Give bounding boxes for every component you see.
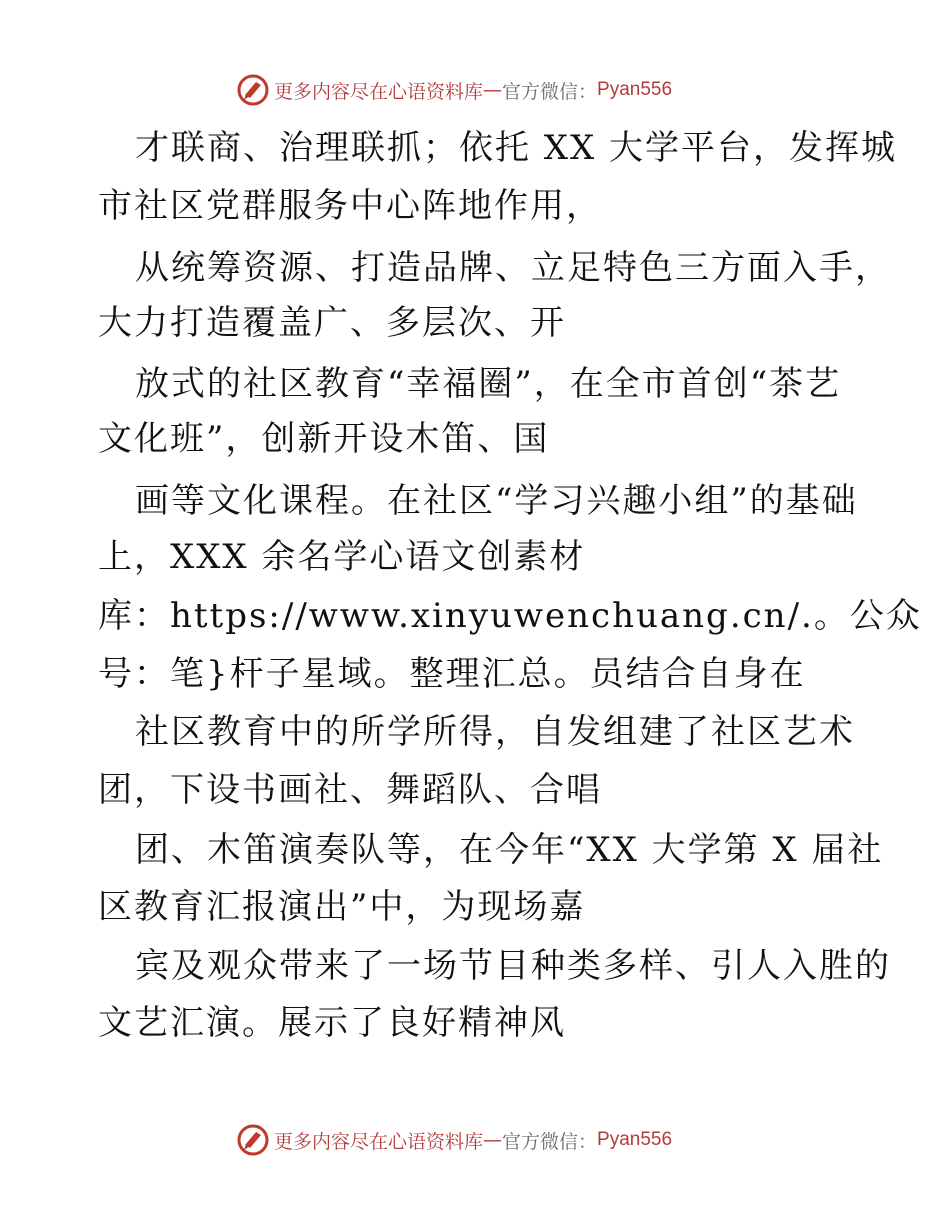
text-line: 大力打造覆盖广、多层次、开	[98, 303, 566, 343]
text-line: 市社区党群服务中心阵地作用，	[98, 186, 602, 226]
brand-logo-icon	[236, 73, 270, 107]
banner-title: 更多内容尽在心语资料库	[274, 1130, 484, 1153]
banner-wechat-label: 官方微信：	[502, 80, 598, 103]
text-line: 区教育汇报演出”中，为现场嘉	[98, 887, 586, 927]
text-line: 团，下设书画社、舞蹈队、合唱	[98, 770, 602, 810]
text-line: 宾及观众带来了一场节目种类多样、引人入胜的	[135, 946, 891, 986]
banner-wechat-id: Pyan556	[597, 1129, 673, 1150]
text-line: 库：https://www.xinyuwenchuang.cn/.。公众	[98, 596, 922, 636]
text-line: 文化班”，创新开设木笛、国	[98, 419, 550, 459]
brand-logo-icon	[236, 1123, 270, 1157]
banner-separator: —	[483, 1129, 503, 1151]
text-line: 画等文化课程。在社区“学习兴趣小组”的基础	[135, 481, 858, 521]
banner-wechat-id: Pyan556	[597, 79, 673, 100]
text-line: 团、木笛演奏队等，在今年“XX 大学第 X 届社	[135, 830, 884, 870]
text-line: 上，XXX 余名学心语文创素材	[98, 537, 586, 577]
header-banner	[236, 73, 672, 107]
text-line: 从统筹资源、打造品牌、立足特色三方面入手，	[135, 248, 891, 288]
banner-separator: —	[483, 79, 503, 101]
text-line: 社区教育中的所学所得，自发组建了社区艺术	[135, 712, 855, 752]
text-line: 放式的社区教育“幸福圈”，在全市首创“茶艺	[135, 364, 842, 404]
text-line: 号：笔}杆子星域。整理汇总。员结合自身在	[98, 654, 806, 694]
footer-banner	[236, 1123, 672, 1157]
text-line: 才联商、治理联抓；依托 XX 大学平台，发挥城	[135, 128, 898, 168]
banner-wechat-label: 官方微信：	[502, 1130, 598, 1153]
text-line: 文艺汇演。展示了良好精神风	[98, 1003, 566, 1043]
banner-title: 更多内容尽在心语资料库	[274, 80, 484, 103]
